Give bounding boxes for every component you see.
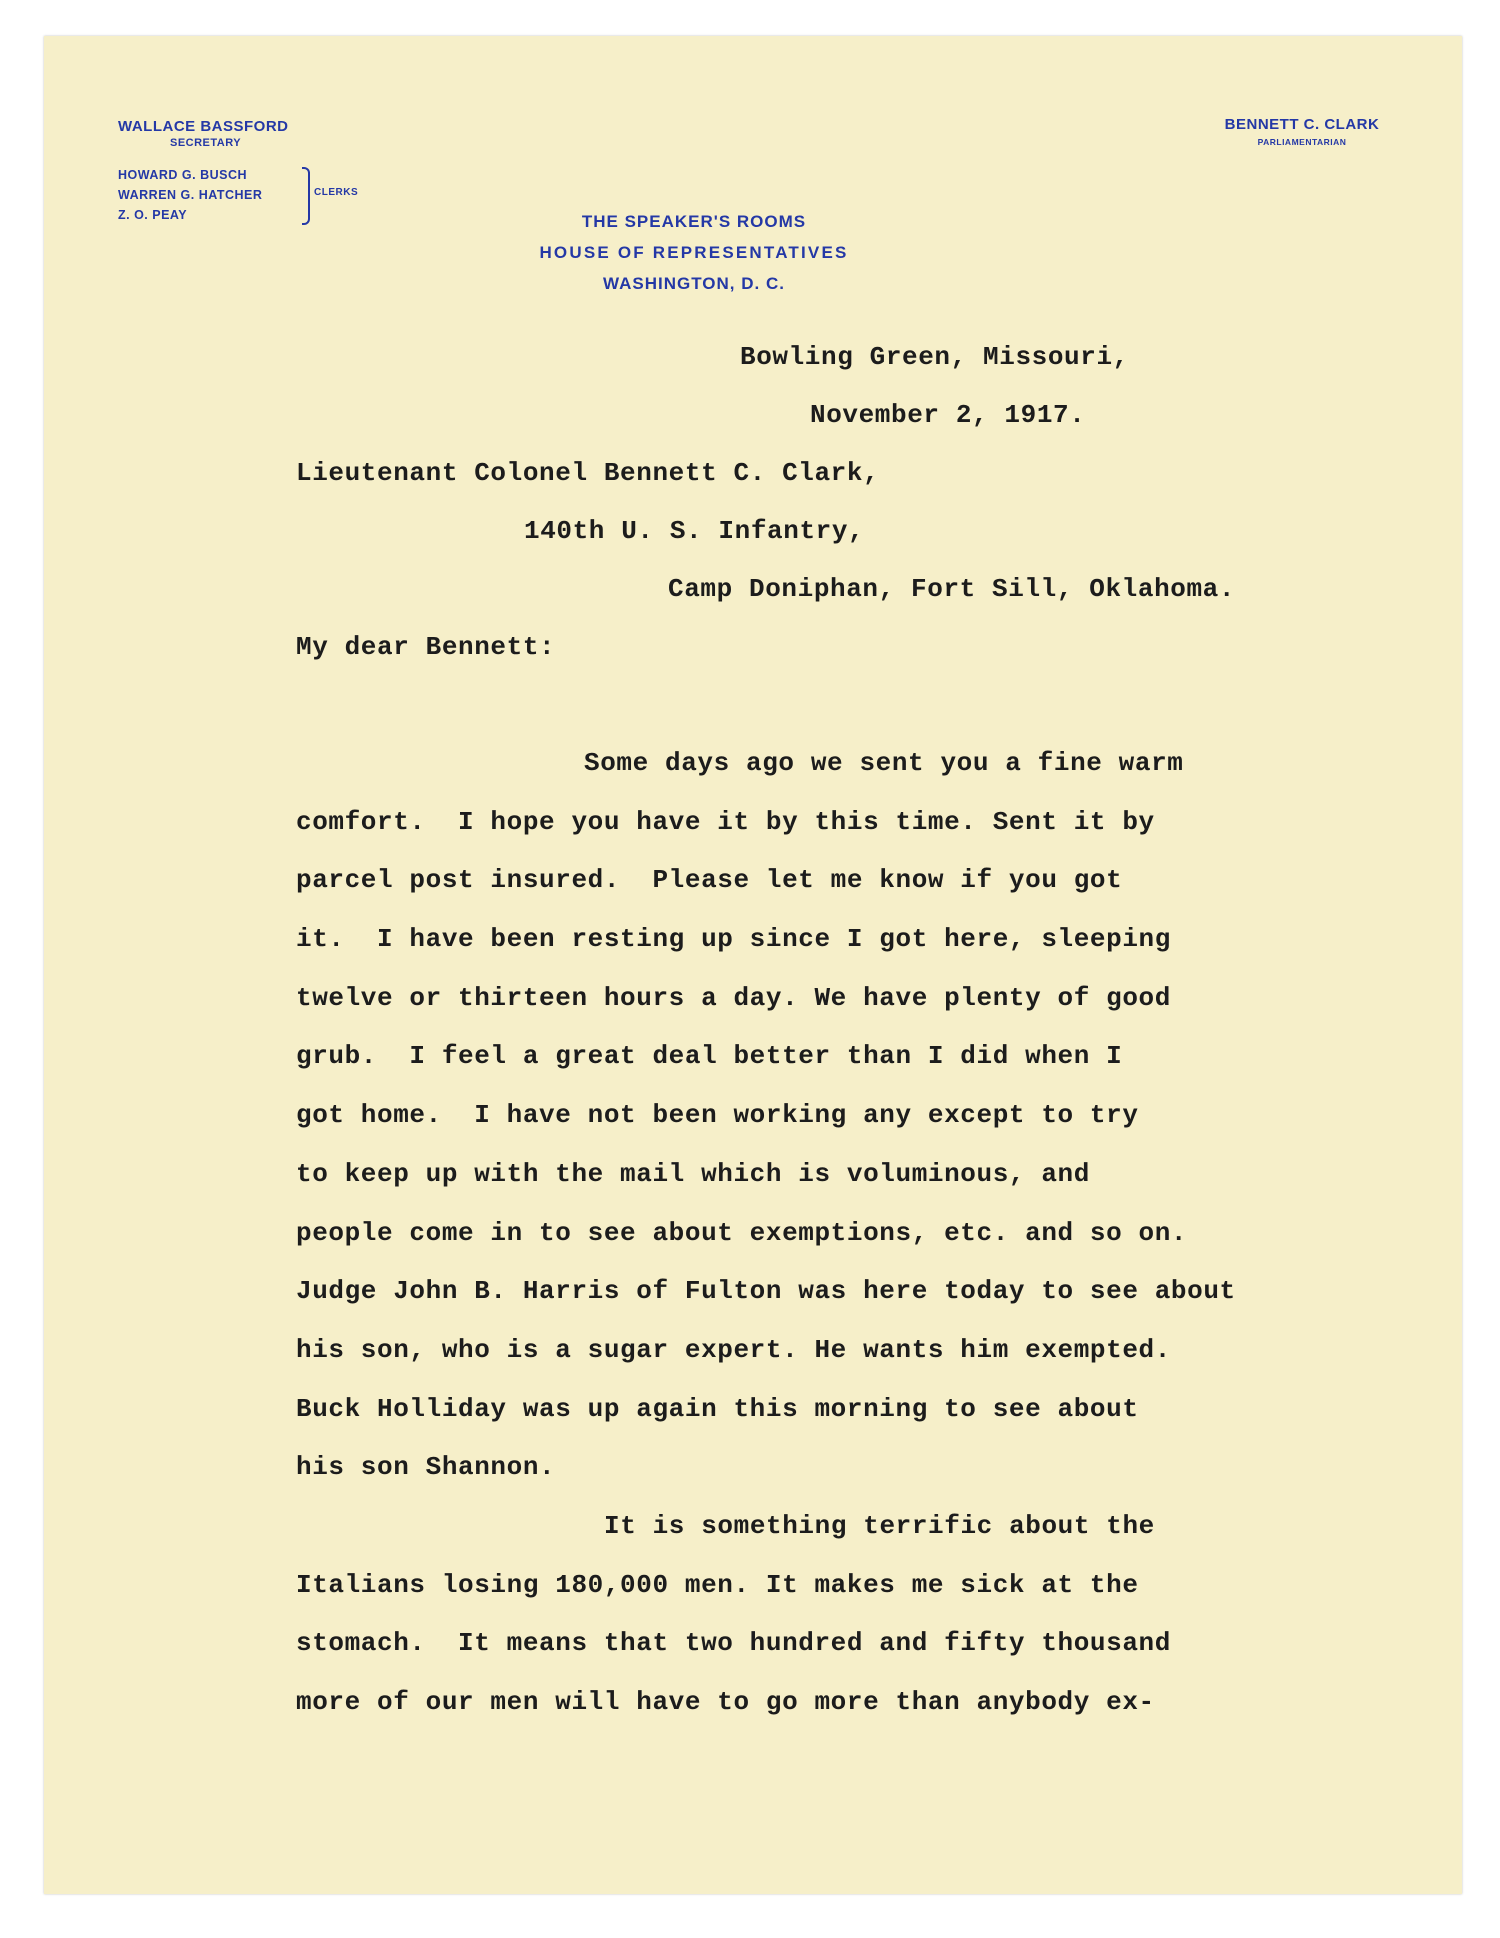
office-location: WASHINGTON, D. C. <box>603 274 785 293</box>
clerk-name: Z. O. PEAY <box>118 208 188 222</box>
clerks-brace <box>302 167 310 225</box>
letterhead-right <box>1192 116 1412 147</box>
body-line: stomach. It means that two hundred and fifty thousand <box>296 1628 1171 1659</box>
letter-date: November 2, 1917. <box>810 400 1086 430</box>
body-line: people come in to see about exemptions, etc. and so on. <box>296 1217 1188 1248</box>
parliamentarian-name: BENNETT C. CLARK <box>1224 116 1380 133</box>
parliamentarian-title: PARLIAMENTARIAN <box>1257 137 1347 147</box>
clerk-name: HOWARD G. BUSCH <box>118 168 248 182</box>
recipient-line: Lieutenant Colonel Bennett C. Clark, <box>296 458 880 488</box>
body-line: got home. I have not been working any except to try <box>296 1100 1139 1131</box>
recipient-line: Camp Doniphan, Fort Sill, Oklahoma. <box>668 574 1236 604</box>
clerk-name: WARREN G. HATCHER <box>118 188 263 202</box>
letter-page <box>44 36 1462 1894</box>
body-line: parcel post insured. Please let me know if you got <box>296 865 1123 896</box>
salutation: My dear Bennett: <box>296 632 556 662</box>
office-name: THE SPEAKER'S ROOMS <box>581 212 807 231</box>
body-line: It is something terrific about the <box>604 1510 1155 1541</box>
body-line: Some days ago we sent you a fine warm <box>584 748 1184 778</box>
secretary-name: WALLACE BASSFORD <box>118 118 289 135</box>
body-line: comfort. I hope you have it by this time. Sent it by <box>296 806 1155 837</box>
clerks-label: CLERKS <box>314 187 359 198</box>
body-line: it. I have been resting up since I got here, sleeping <box>296 924 1171 955</box>
body-line: to keep up with the mail which is voluminous, and <box>296 1158 1090 1189</box>
letter-place: Bowling Green, Missouri, <box>740 342 1129 372</box>
institution-name: HOUSE OF REPRESENTATIVES <box>539 243 849 262</box>
body-line: twelve or thirteen hours a day. We have plenty of good <box>296 982 1171 1013</box>
body-line: more of our men will have to go more than anybody ex- <box>296 1687 1155 1717</box>
body-line: grub. I feel a great deal better than I did when I <box>296 1041 1123 1072</box>
letter-body <box>296 748 1396 1746</box>
letterhead-left <box>118 118 398 225</box>
body-line: Italians losing 180,000 men. It makes me sick at the <box>296 1569 1139 1600</box>
recipient-line: 140th U. S. Infantry, <box>524 516 865 546</box>
body-line: his son Shannon. <box>296 1452 556 1483</box>
clerks-list <box>118 165 398 225</box>
secretary-title: SECRETARY <box>170 137 242 149</box>
body-line: Judge John B. Harris of Fulton was here today to see about <box>296 1276 1236 1307</box>
letterhead-center <box>494 206 894 299</box>
body-line: Buck Holliday was up again this morning to see about <box>296 1393 1139 1424</box>
body-line: his son, who is a sugar expert. He wants him exempted. <box>296 1334 1171 1365</box>
